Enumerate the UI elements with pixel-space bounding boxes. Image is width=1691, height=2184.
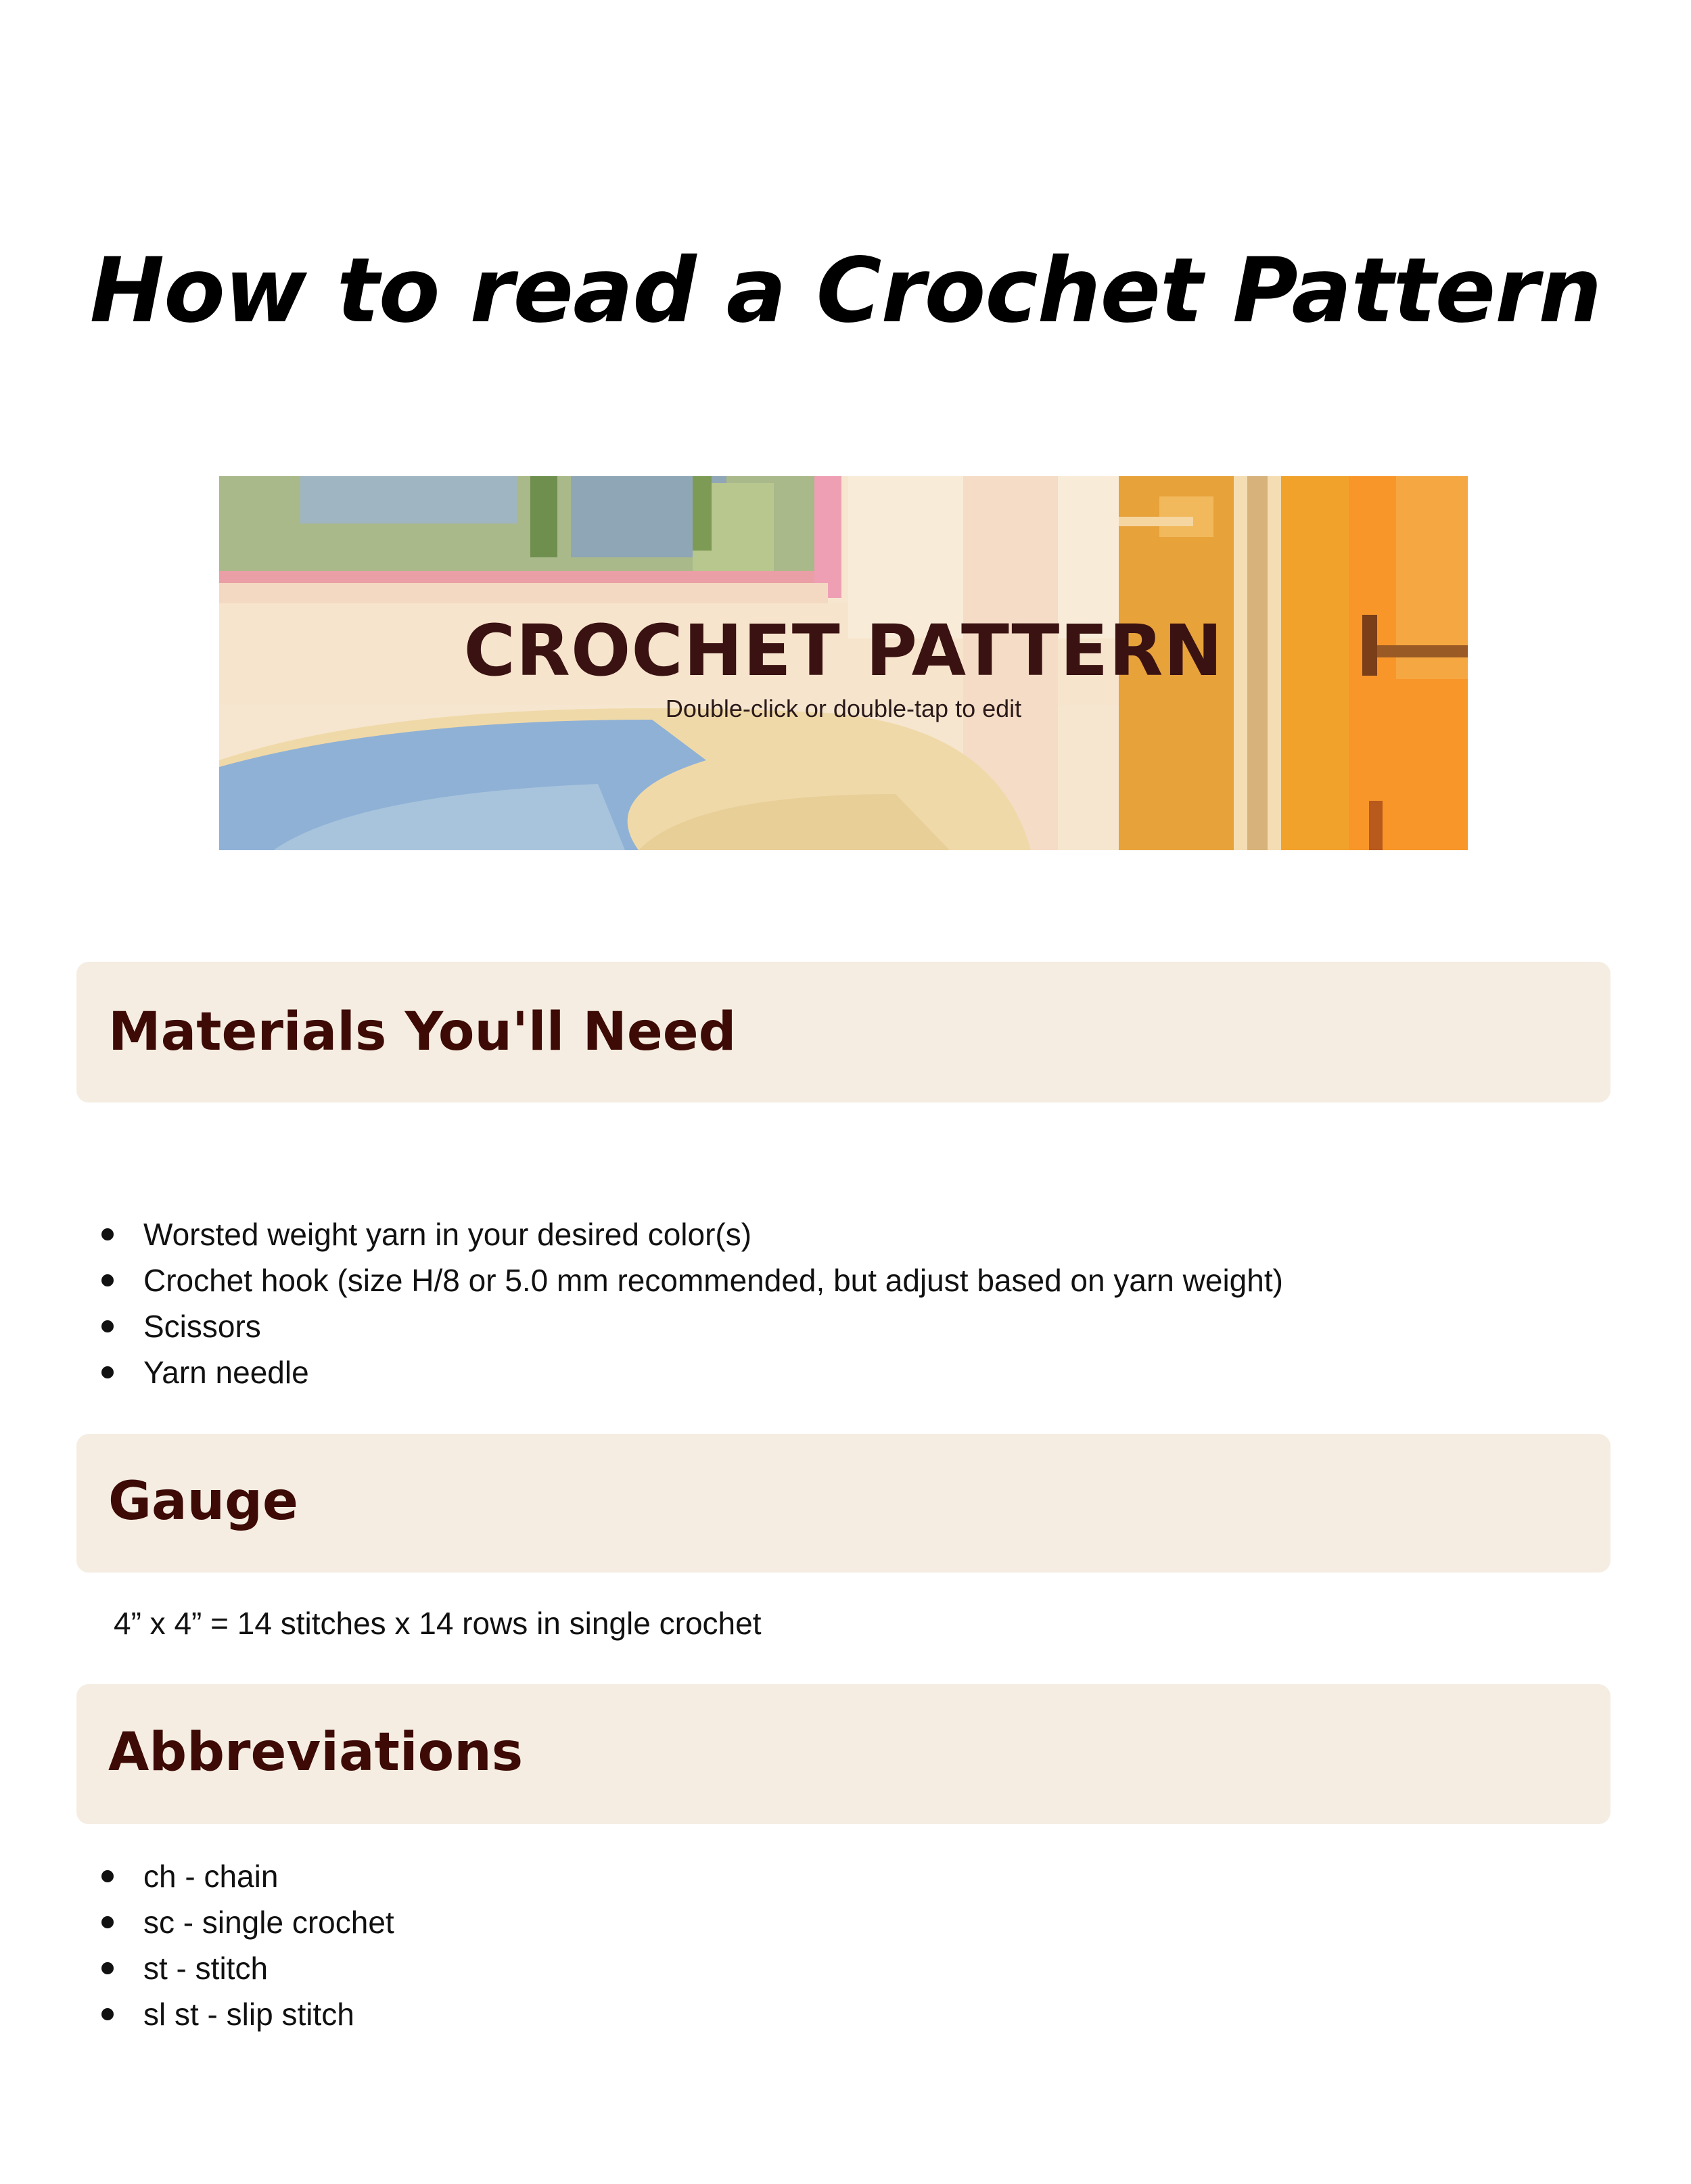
materials-list [101,1211,1283,1395]
gauge-section-header [76,1434,1611,1573]
list-item-text: Scissors [143,1309,261,1344]
bullet-icon [101,2008,114,2020]
bullet-icon [101,1916,114,1928]
gauge-heading: Gauge [108,1471,298,1532]
bullet-icon [101,1274,114,1286]
list-item-text: st - stitch [143,1951,269,1986]
list-item [101,1899,394,1945]
materials-heading: Materials You'll Need [108,1002,737,1063]
list-item [101,1945,394,1991]
list-item [101,1303,1283,1349]
list-item [101,1349,1283,1395]
banner-heading: CROCHET PATTERN [463,609,1224,692]
list-item-text: ch - chain [143,1859,279,1894]
materials-section-header [76,962,1611,1102]
abbreviations-list [101,1853,394,2037]
list-item-text: Worsted weight yarn in your desired color(s) [143,1217,752,1252]
bullet-icon [101,1366,114,1378]
list-item [101,1211,1283,1257]
list-item [101,1853,394,1899]
bullet-icon [101,1962,114,1974]
list-item [101,1991,394,2037]
bullet-icon [101,1228,114,1240]
header-banner[interactable] [219,476,1468,850]
banner-edit-hint: Double-click or double-tap to edit [665,695,1022,722]
page-title: How to read a Crochet Pattern [89,239,1602,343]
bullet-icon [101,1870,114,1882]
list-item-text: sc - single crochet [143,1905,394,1940]
gauge-text: 4” x 4” = 14 stitches x 14 rows in single crochet [114,1606,762,1641]
list-item [101,1257,1283,1303]
bullet-icon [101,1320,114,1332]
abbreviations-section-header [76,1684,1611,1824]
list-item-text: sl st - slip stitch [143,1997,354,2032]
abbreviations-heading: Abbreviations [108,1722,524,1783]
list-item-text: Yarn needle [143,1355,309,1390]
list-item-text: Crochet hook (size H/8 or 5.0 mm recommended, but adjust based on yarn weight) [143,1263,1283,1298]
